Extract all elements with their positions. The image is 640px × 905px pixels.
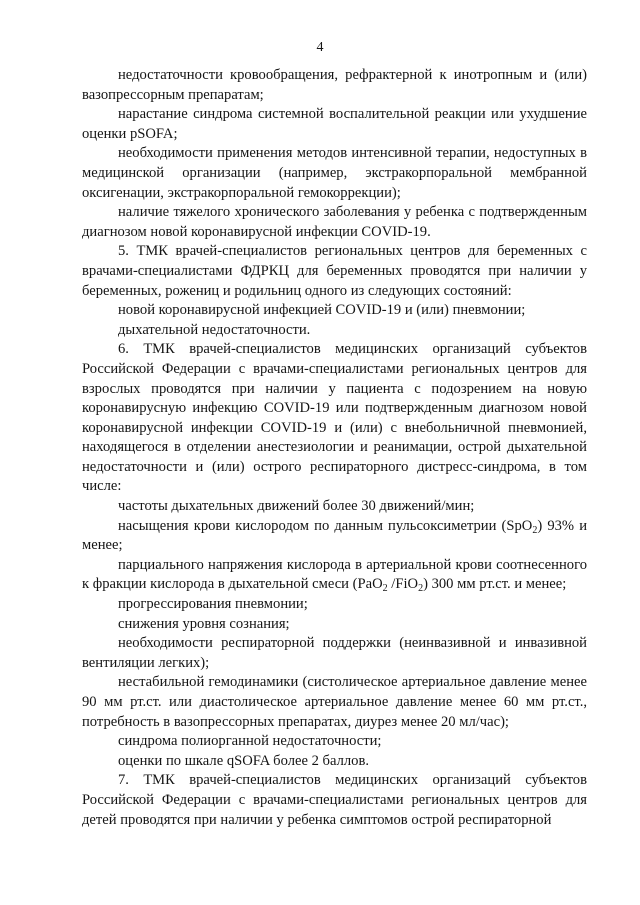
paragraph-respiratory-failure: дыхательной недостаточности. (118, 321, 311, 338)
paragraph-intensive-therapy: необходимости применения методов интенсивной терапии, недоступных в медицинской организации (например, экстракорпоральной мембранной оксигенации, экстракорпоральной гемокоррекции); (82, 145, 587, 201)
paragraph-item-6: 6. ТМК врачей-специалистов медицинских организаций субъектов Российской Федерации с врачами-специалистами региональных центров для взрослых проводятся при наличии у пациента с подозрением на новую коронавирусную инфекцию COVID-19 или подтвержденным диагнозом новой коронавирусной инфекции COVID-19 и (или) с внебольничной пневмонией, находящегося в отделении анестезиологии и реанимации, острой дыхательной недостаточности и (или) острого респираторного дистресс-синдрома, в том числе: (82, 341, 587, 495)
paragraph-covid-pneumonia: новой коронавирусной инфекцией COVID-19 и (или) пневмонии; (118, 302, 526, 319)
paragraph-chronic-disease: наличие тяжелого хронического заболевания у ребенка с подтвержденным диагнозом новой коронавирусной инфекции COVID-19. (82, 204, 587, 240)
paragraph-psofa: нарастание синдрома системной воспалительной реакции или ухудшение оценки pSOFA; (82, 106, 587, 142)
page-number: 4 (316, 40, 324, 55)
document-body (82, 66, 587, 830)
pao2-text-before: парциального напряжения кислорода в артериальной крови соотнесенного к фракции кислорода в дыхательной смеси (PaO (82, 556, 587, 593)
paragraph-circulatory-insufficiency: недостаточности кровообращения, рефрактерной к инотропным и (или) вазопрессорным препаратам; (82, 67, 587, 103)
paragraph-hemodynamics: нестабильной гемодинамики (систолическое артериальное давление менее 90 мм рт.ст. или диастолическое артериальное давление менее 60 мм рт.ст., потребность в вазопрессорных препаратах, диурез менее 20 мл/час); (82, 674, 587, 730)
paragraph-respiratory-support: необходимости респираторной поддержки (неинвазивной и инвазивной вентиляции легких); (82, 635, 587, 671)
paragraph-spo2 (82, 517, 587, 556)
fio2-subscript: 2 (418, 583, 424, 595)
spo2-text-after: ) 93% и менее; (82, 517, 588, 554)
paragraph-qsofa: оценки по шкале qSOFA более 2 баллов. (118, 752, 369, 769)
paragraph-item-7: 7. ТМК врачей-специалистов медицинских организаций субъектов Российской Федерации с врачами-специалистами региональных центров для детей проводятся при наличии у ребенка симптомов острой респираторной (82, 772, 587, 828)
paragraph-consciousness: снижения уровня сознания; (118, 615, 290, 632)
paragraph-item-5: 5. ТМК врачей-специалистов региональных центров для беременных с врачами-специалистами ФДРКЦ для беременных проводятся при наличии у беременных, рожениц и родильниц одного из следующих состояний: (82, 243, 587, 299)
pao2-text-middle: /FiO (387, 576, 419, 593)
paragraph-respiratory-rate: частоты дыхательных движений более 30 движений/мин; (118, 498, 475, 515)
paragraph-multiple-organ-failure: синдрома полиорганной недостаточности; (118, 733, 382, 750)
paragraph-pneumonia-progression: прогрессирования пневмонии; (118, 596, 308, 613)
pao2-subscript: 2 (382, 583, 388, 595)
spo2-subscript: 2 (532, 524, 538, 536)
paragraph-pao2-fio2 (82, 556, 587, 595)
pao2-text-after: ) 300 мм рт.ст. и менее; (423, 576, 567, 593)
spo2-text-before: насыщения крови кислородом по данным пульсоксиметрии (SpO (118, 517, 533, 534)
